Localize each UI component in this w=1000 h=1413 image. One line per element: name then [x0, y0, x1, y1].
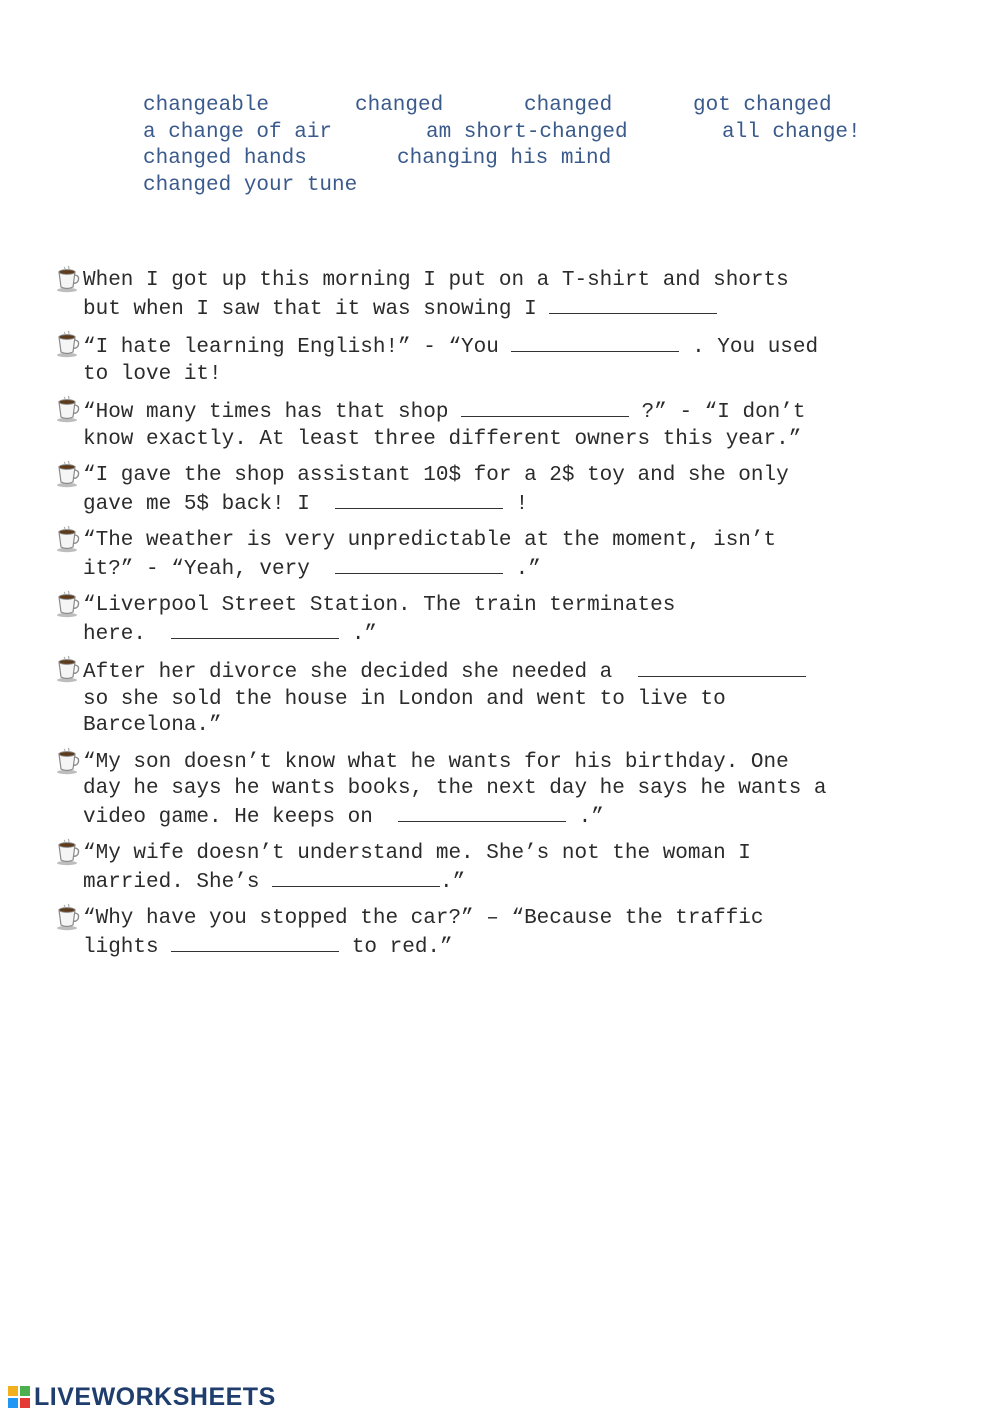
exercise-text: it?” - “Yeah, very: [83, 557, 336, 581]
answer-blank[interactable]: [511, 333, 679, 352]
exercise-text: !: [503, 492, 529, 516]
word-bank-option[interactable]: got changed: [693, 94, 832, 117]
coffee-cup-bullet-icon: [55, 460, 81, 488]
exercise-line: [83, 933, 1000, 962]
exercise-line: [83, 803, 1000, 832]
exercise-text: ?” - “I don’t: [629, 401, 806, 424]
exercise-text: Barcelona.”: [83, 714, 222, 737]
exercise-item: [0, 528, 1000, 583]
coffee-cup-bullet-icon: [55, 265, 81, 293]
exercise-text: .”: [339, 622, 378, 646]
answer-blank[interactable]: [171, 933, 339, 952]
liveworksheets-logo-icon: [8, 1386, 30, 1408]
exercise-line: [83, 687, 1000, 714]
exercise-item: [0, 593, 1000, 648]
exercise-line: [83, 268, 1000, 295]
exercise-line: [83, 555, 1000, 584]
exercise-line: [83, 295, 1000, 324]
exercise-line: [83, 620, 1000, 649]
word-bank-option[interactable]: a change of air: [143, 120, 333, 144]
exercise-text: to red.”: [339, 935, 453, 959]
word-bank-row: [0, 146, 1000, 173]
coffee-cup-bullet-icon: [55, 525, 81, 553]
answer-blank[interactable]: [335, 490, 503, 509]
word-bank-option[interactable]: changeable: [143, 94, 270, 117]
answer-blank[interactable]: [549, 295, 717, 314]
exercise-text: .”: [503, 557, 541, 581]
brand-name: LIVEWORKSHEETS: [34, 1382, 276, 1411]
exercise-text: “My wife doesn’t understand me. She’s not the woman I: [83, 842, 751, 865]
exercise-text: so she sold the house in London and went to live to: [83, 687, 726, 711]
exercise-item: [0, 658, 1000, 740]
exercise-text: “How many times has that shop: [83, 401, 462, 424]
exercise-line: [83, 490, 1000, 519]
coffee-cup-bullet-icon: [55, 590, 81, 618]
coffee-cup-bullet-icon: [55, 395, 81, 423]
exercise-text: “I hate learning English!” - “You: [83, 336, 512, 359]
exercise-text: to love it!: [83, 362, 222, 386]
exercise-text: “I gave the shop assistant 10$ for a 2$ toy and she only: [83, 464, 789, 487]
exercise-item: [0, 398, 1000, 453]
exercise-text: After her divorce she decided she needed a: [83, 661, 638, 684]
exercise-text: When I got up this morning I put on a T-shirt and shorts: [83, 269, 789, 292]
answer-blank[interactable]: [398, 803, 566, 822]
exercise-text: married. She’s: [83, 870, 273, 894]
exercise-text: gave me 5$ back! I: [83, 492, 336, 516]
exercise-item: [0, 333, 1000, 388]
answer-blank[interactable]: [171, 620, 339, 639]
exercise-list: [0, 268, 1000, 971]
exercise-text: know exactly. At least three different owners this year.”: [83, 427, 802, 451]
exercise-line: [83, 906, 1000, 933]
exercise-line: [83, 713, 1000, 740]
coffee-cup-bullet-icon: [55, 330, 81, 358]
word-bank: [0, 93, 1000, 199]
word-bank-option[interactable]: changed your tune: [143, 173, 358, 197]
exercise-line: [83, 841, 1000, 868]
exercise-line: [83, 398, 1000, 427]
word-bank-row: [0, 120, 1000, 147]
exercise-text: .”: [440, 870, 466, 894]
exercise-text: day he says he wants books, the next day he says he wants a: [83, 777, 827, 800]
word-bank-row: [0, 173, 1000, 200]
exercise-line: [83, 593, 1000, 620]
answer-blank[interactable]: [335, 555, 503, 574]
exercise-line: [83, 427, 1000, 454]
exercise-item: [0, 268, 1000, 323]
answer-blank[interactable]: [272, 868, 440, 887]
exercise-line: [83, 868, 1000, 897]
exercise-text: here.: [83, 622, 172, 646]
word-bank-option[interactable]: all change!: [722, 120, 861, 144]
answer-blank[interactable]: [638, 658, 806, 677]
exercise-line: [83, 463, 1000, 490]
coffee-cup-bullet-icon: [55, 903, 81, 931]
exercise-text: .”: [566, 805, 604, 829]
word-bank-option[interactable]: changed: [355, 94, 444, 117]
exercise-line: [83, 528, 1000, 555]
exercise-item: [0, 841, 1000, 896]
word-bank-option[interactable]: changed: [524, 94, 613, 117]
word-bank-option[interactable]: changed hands: [143, 147, 307, 170]
exercise-line: [83, 750, 1000, 777]
word-bank-option[interactable]: changing his mind: [397, 147, 612, 170]
footer: [8, 1382, 276, 1412]
exercise-text: “Why have you stopped the car?” – “Because the traffic: [83, 907, 764, 930]
exercise-line: [83, 658, 1000, 687]
exercise-text: . You used: [679, 336, 819, 359]
exercise-item: [0, 906, 1000, 961]
exercise-line: [83, 362, 1000, 389]
coffee-cup-bullet-icon: [55, 655, 81, 683]
word-bank-option[interactable]: am short-changed: [426, 120, 628, 144]
exercise-text: lights: [83, 935, 172, 959]
exercise-text: “Liverpool Street Station. The train terminates: [83, 594, 676, 617]
exercise-text: “My son doesn’t know what he wants for his birthday. One: [83, 750, 789, 774]
coffee-cup-bullet-icon: [55, 747, 81, 775]
exercise-item: [0, 750, 1000, 832]
coffee-cup-bullet-icon: [55, 838, 81, 866]
exercise-item: [0, 463, 1000, 518]
exercise-text: video game. He keeps on: [83, 805, 399, 829]
exercise-line: [83, 333, 1000, 362]
exercise-text: but when I saw that it was snowing I: [83, 297, 550, 321]
word-bank-row: [0, 93, 1000, 120]
exercise-text: “The weather is very unpredictable at the moment, isn’t: [83, 529, 777, 552]
answer-blank[interactable]: [461, 398, 629, 417]
exercise-line: [83, 776, 1000, 803]
